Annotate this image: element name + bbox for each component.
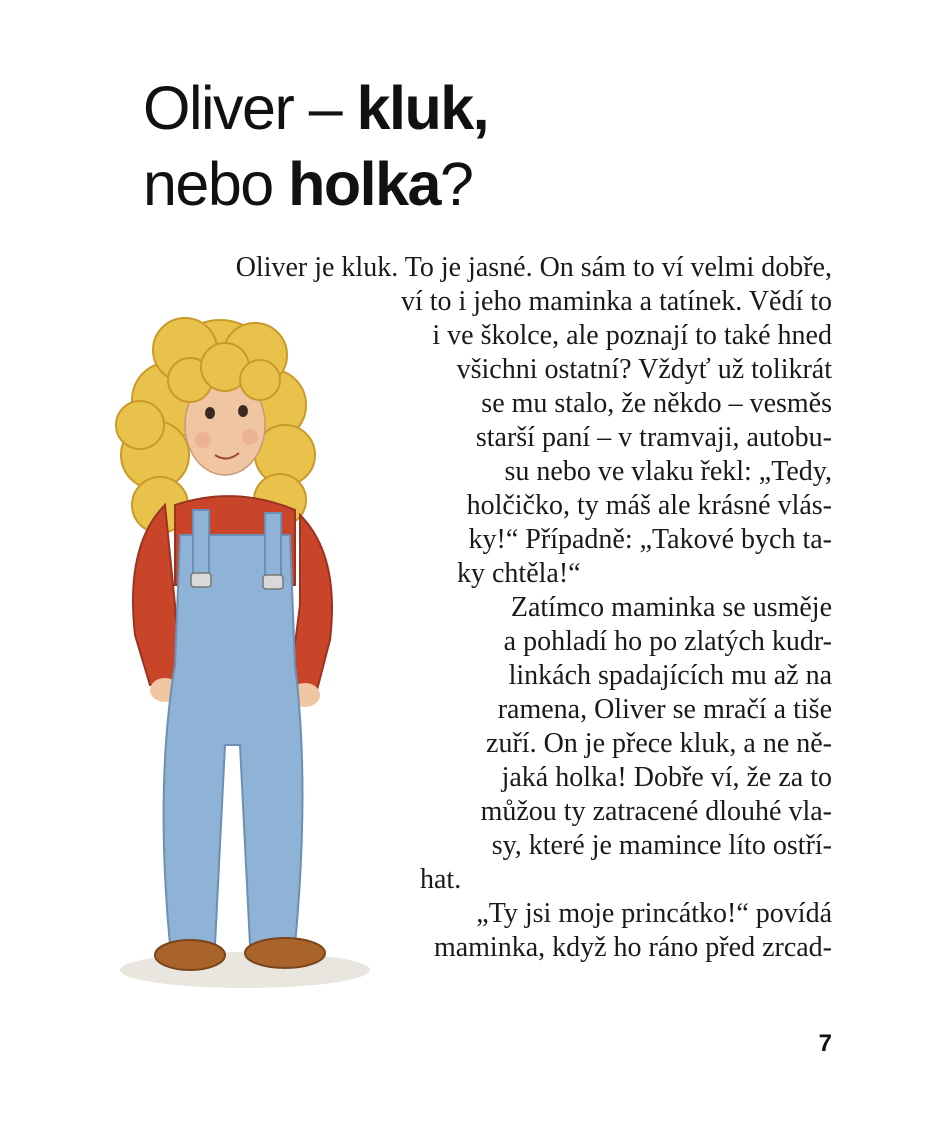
overalls — [164, 535, 303, 945]
text-line: ví to i jeho maminka a tatínek. Vědí to — [400, 286, 832, 317]
text-line: sy, které je mamince líto ostří- — [491, 830, 832, 861]
text-line: všichni ostatní? Vždyť už tolikrát — [456, 354, 832, 385]
page-number: 7 — [818, 1030, 832, 1057]
chapter-title — [143, 70, 488, 222]
text-line: ramena, Oliver se mračí a tiše — [497, 694, 832, 725]
text-line: „Ty jsi moje princátko!“ povídá — [476, 898, 832, 929]
text-line: starší paní – v tramvaji, autobu- — [475, 422, 832, 453]
text-line: i ve školce, ale poznají to také hned — [432, 320, 832, 351]
text-line: holčičko, ty máš ale krásné vlás- — [466, 490, 832, 521]
text-line: se mu stalo, že někdo – vesměs — [481, 388, 832, 419]
text-line: jaká holka! Dobře ví, že za to — [501, 762, 832, 793]
text-line: Oliver je kluk. To je jasné. On sám to ví velmi dobře, — [235, 252, 832, 283]
text-line: ky chtěla!“ — [457, 558, 581, 589]
text-line: hat. — [420, 864, 462, 895]
right-shoe — [245, 938, 325, 968]
oliver-illustration — [95, 305, 370, 1005]
left-shoe — [155, 940, 225, 970]
text-line: linkách spadajících mu až na — [508, 660, 832, 691]
text-line: můžou ty zatracené dlouhé vla- — [480, 796, 832, 827]
text-line: su nebo ve vlaku řekl: „Tedy, — [504, 456, 832, 487]
text-line: ky!“ Případně: „Takové bych ta- — [468, 524, 832, 555]
text-line: Zatímco maminka se usměje — [510, 592, 832, 623]
text-line: a pohladí ho po zlatých kudr- — [503, 626, 832, 657]
chapter-title-line-2: nebo holka? — [143, 150, 473, 218]
text-line: maminka, když ho ráno před zrcad- — [433, 932, 832, 963]
chapter-title-line-1: Oliver – kluk, — [143, 74, 489, 142]
text-line: zuří. On je přece kluk, a ne ně- — [486, 728, 832, 759]
